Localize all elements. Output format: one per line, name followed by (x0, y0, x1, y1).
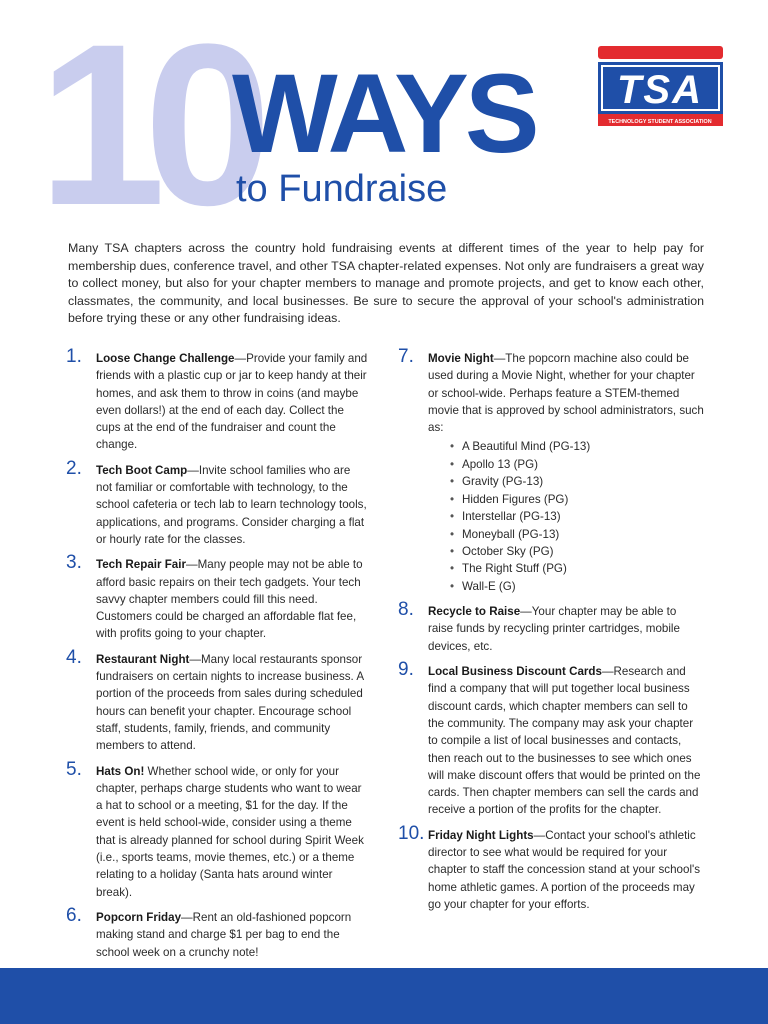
item-separator: — (493, 352, 506, 365)
item-title: Local Business Discount Cards (428, 665, 602, 679)
movie-item: • Moneyball (PG-13) (450, 526, 704, 543)
item-body: Whether school wide, or only for your chapter, perhaps charge students who want to wear a hat to school or a meeting, $1 for the day. If the event is held school-wide, consider using a theme that is already planned for school during Spirit Week (i.e., sports teams, movie themes, etc.) or a theme relating to a holiday (Santa hats around winter break). (96, 764, 364, 899)
item-body: Invite school families who are not familiar or comfortable with technology, to the school cafeteria or tech lab to learn technology tools, applications, and programs. Consider charging a flat or hourly rate for the classes. (96, 463, 367, 546)
item-number: 1. (66, 346, 82, 367)
item-title: Movie Night (428, 352, 494, 365)
item-separator: — (520, 605, 532, 619)
movie-item: • Wall-E (G) (450, 578, 704, 595)
tsa-logo (596, 46, 724, 128)
heading-subtitle: to Fundraise (236, 168, 448, 210)
list-item (398, 599, 704, 655)
list-item (66, 758, 368, 901)
item-body: The popcorn machine also could be used during a Movie Night, whether for your chapter or school-wide. Perhaps feature a STEM-themed movie that is approved by school administrators, such as: (428, 352, 704, 435)
item-separator: — (187, 463, 199, 477)
movie-item: • Gravity (PG-13) (450, 473, 704, 490)
item-title: Tech Repair Fair (96, 558, 186, 572)
item-separator: — (189, 652, 201, 666)
tsa-logo-mark: TSA (617, 68, 703, 112)
item-title: Restaurant Night (96, 652, 190, 666)
item-number: 4. (66, 646, 82, 668)
movie-item: • Apollo 13 (PG) (450, 456, 704, 473)
item-number: 3. (66, 552, 82, 574)
item-title: Loose Change Challenge (96, 352, 235, 365)
item-body: Contact your school's athletic director to see what would be required for your chapter to staff the concession stand at your school's home athletic games. A portion of the proceeds may go your chapter for your efforts. (428, 828, 701, 911)
item-number: 2. (66, 457, 82, 479)
item-separator: — (601, 665, 614, 679)
intro-paragraph: Many TSA chapters across the country hold fundraising events at different times of the year to help pay for membership dues, conference travel, and other TSA chapter-related expenses. Not only are fundraisers a great way to collect money, but also for your chapter members to manage and promote projects, and get to know each other, classmates, the community, and local businesses. Be sure to secure the approval of your school's administration before trying these or any other fundraising ideas. (68, 241, 704, 326)
item-body: Your chapter may be able to raise funds by recycling printer cartridges, mobile devices, etc. (428, 605, 680, 653)
item-body: Many local restaurants sponsor fundraisers on certain nights to increase business. A portion of the proceeds from sales during scheduled hours can benefit your chapter. Encourage school staff, students, family, friends, and community members to attend. (96, 652, 364, 753)
list-item (66, 646, 368, 755)
heading-ways: WAYS (232, 51, 536, 176)
movie-list (450, 438, 704, 595)
item-title: Friday Night Lights (428, 828, 534, 842)
item-body: Research and find a company that will put together local business discount cards, which chapter members can sell to the community. The company may ask your chapter to compile a list of local businesses and contacts, then reach out to the businesses to see which ones will make discount offers that would be printed on the cards. Then chapter members can sell the cards and receive a portion of the profits for the chapter. (428, 665, 701, 817)
item-separator: — (186, 558, 198, 572)
right-column (398, 346, 704, 921)
movie-item: • October Sky (PG) (450, 543, 704, 560)
item-number: 8. (398, 599, 414, 621)
footer-bar (0, 968, 768, 1024)
list-item (66, 552, 368, 642)
movie-item: • Hidden Figures (PG) (450, 491, 704, 508)
item-number: 7. (398, 346, 414, 367)
list-item (398, 822, 704, 913)
item-title: Popcorn Friday (96, 910, 182, 924)
item-title: Recycle to Raise (428, 605, 521, 619)
item-number: 6. (66, 904, 82, 926)
item-number: 5. (66, 758, 82, 780)
list-item (398, 346, 704, 595)
item-number: 10. (398, 822, 425, 844)
list-item (66, 346, 368, 454)
movie-item: • A Beautiful Mind (PG-13) (450, 438, 704, 455)
movie-item: • Interstellar (PG-13) (450, 508, 704, 525)
item-title: Tech Boot Camp (96, 463, 188, 477)
item-number: 9. (398, 659, 414, 681)
item-title: Hats On! (96, 764, 145, 778)
item-body: Rent an old-fashioned popcorn making stand and charge $1 per bag to end the school week on a crunchy note! (96, 910, 352, 959)
big-number-ten: 10 (38, 0, 250, 253)
left-column (66, 346, 368, 969)
movie-item: • The Right Stuff (PG) (450, 560, 704, 577)
item-body: Many people may not be able to afford basic repairs on their tech gadgets. Your tech savvy chapter members could fill this need. Customers could be charged an affordable flat fee, with profits going to your chapter. (96, 558, 363, 641)
list-item (66, 904, 368, 961)
item-separator: — (181, 910, 193, 924)
list-item (398, 659, 704, 819)
item-body: Provide your family and friends with a plastic cup or jar to keep handy at their homes, and ask them to throw in coins (and maybe even dollars!) at the end of each day. Collect the cups at the end of the fundraiser and count the change. (96, 352, 368, 452)
item-separator: — (234, 352, 247, 365)
list-item (66, 457, 368, 548)
tsa-logo-caption: TECHNOLOGY STUDENT ASSOCIATION (608, 119, 712, 125)
item-separator: — (533, 828, 546, 842)
